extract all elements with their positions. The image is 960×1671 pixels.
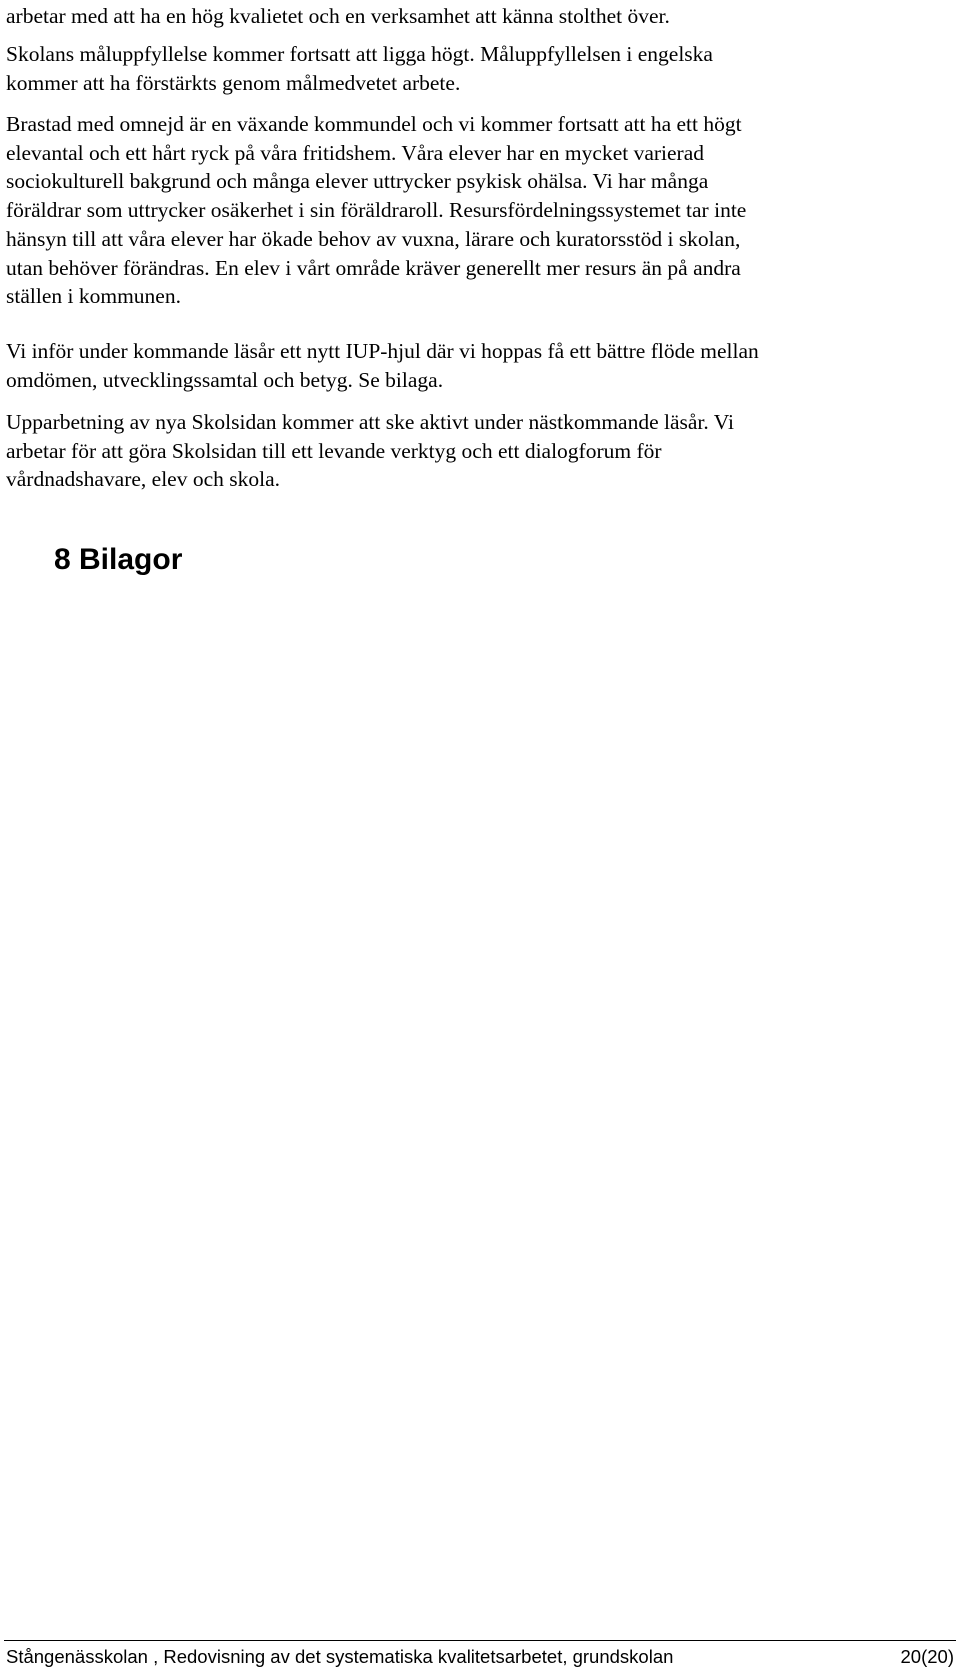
section-heading: 8 Bilagor [54,543,183,576]
paragraph-line: omdömen, utvecklingssamtal och betyg. Se bilaga. [6,367,444,392]
paragraph-line: arbetar med att ha en hög kvalietet och en verksamhet att känna stolthet över. [6,4,670,28]
paragraph-3 [6,110,954,311]
paragraph-4 [6,337,954,394]
paragraph-line: vårdnadshavare, elev och skola. [6,467,281,492]
paragraph-line: föräldrar som uttrycker osäkerhet i sin föräldraroll. Resursfördelningssystemet tar inte [6,198,747,223]
paragraph-line: Skolans måluppfyllelse kommer fortsatt att ligga högt. Måluppfyllelsen i engelska [6,42,713,66]
paragraph-line: Vi inför under kommande läsår ett nytt IUP-hjul där vi hoppas få ett bättre flöde mellan [6,339,759,363]
paragraph-line: Upparbetning av nya Skolsidan kommer att ske aktivt under nästkommande läsår. Vi [6,410,734,434]
paragraph-line: elevantal och ett hårt ryck på våra fritidshem. Våra elever har en mycket varierad [6,140,705,165]
paragraph-line: kommer att ha förstärkts genom målmedvetet arbete. [6,70,461,95]
paragraph-line: arbetar för att göra Skolsidan till ett levande verktyg och ett dialogforum för [6,438,662,463]
paragraph-line: Brastad med omnejd är en växande kommundel och vi kommer fortsatt att ha ett högt [6,112,742,136]
paragraph-line: hänsyn till att våra elever har ökade behov av vuxna, lärare och kuratorsstöd i skolan, [6,226,741,251]
paragraph-5 [6,408,954,494]
paragraph-2 [6,40,954,97]
footer-divider [4,1640,956,1641]
paragraph-line: ställen i kommunen. [6,284,181,309]
footer-document-title: Stångenässkolan , Redovisning av det systematiska kvalitetsarbetet, grundskolan [6,1646,674,1667]
paragraph-line: sociokulturell bakgrund och många elever uttrycker psykisk ohälsa. Vi har många [6,169,709,194]
footer-page-number: 20(20) [900,1646,954,1667]
paragraph-line: utan behöver förändras. En elev i vårt område kräver generellt mer resurs än på andra [6,255,741,280]
paragraph-1 [6,2,954,31]
